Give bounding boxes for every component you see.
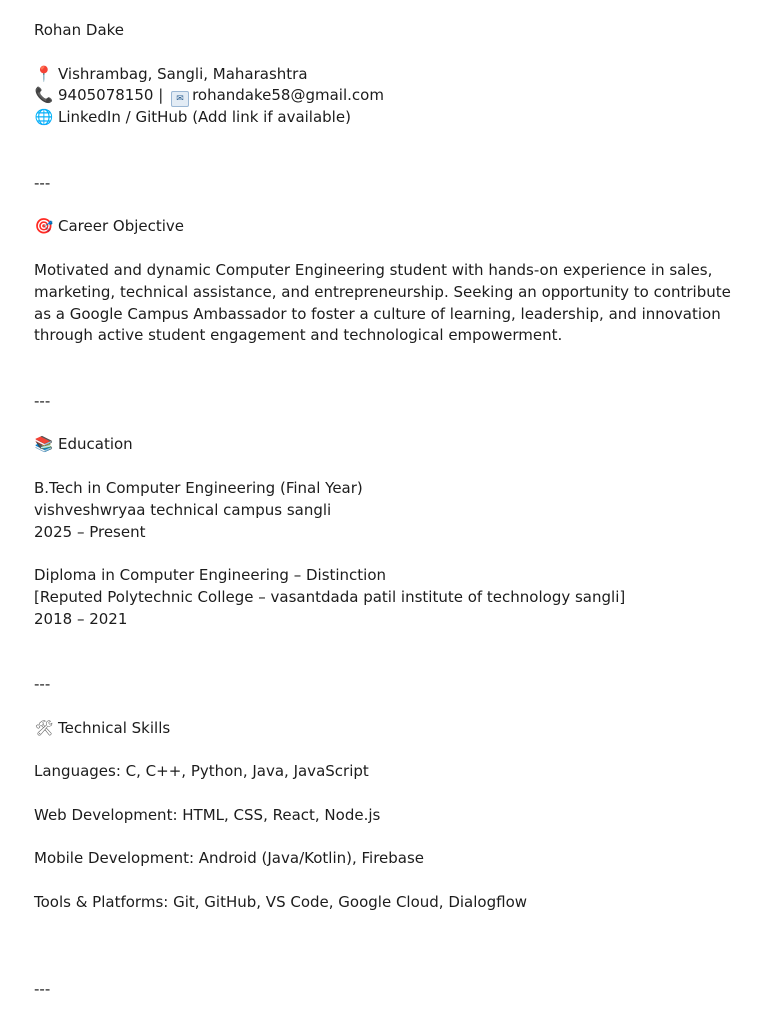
education-heading-text: Education <box>58 435 133 454</box>
education-degree: B.Tech in Computer Engineering (Final Year) <box>34 478 363 497</box>
education-school: vishveshwryaa technical campus sangli <box>34 500 332 519</box>
email-icon: ✉ <box>171 91 189 107</box>
objective-heading <box>34 216 734 238</box>
target-icon: 🎯 <box>34 217 54 236</box>
contact-line <box>34 85 734 107</box>
location-line <box>34 64 734 86</box>
objective-heading-text: Career Objective <box>58 217 185 236</box>
pin-icon: 📍 <box>34 64 54 83</box>
section-divider: --- <box>34 980 51 999</box>
education-degree: Diploma in Computer Engineering – Distinction <box>34 566 387 585</box>
education-heading <box>34 434 734 456</box>
section-divider: --- <box>34 675 51 694</box>
phone-text: 9405078150 <box>58 86 154 105</box>
section-divider: --- <box>34 173 51 192</box>
objective-text: Motivated and dynamic Computer Engineering student with hands-on experience in sales, marketing, technical assistance, and entrepreneurship. Seeking an opportunity to contribute as a Google Campus Ambassador to foster a culture of learning, leadership, and innovation through active student engagement and technological empowerment. <box>34 260 731 345</box>
skill-item: Languages: C, C++, Python, Java, JavaScript <box>34 762 369 781</box>
books-icon: 📚 <box>34 435 54 454</box>
candidate-name: Rohan Dake <box>34 21 125 39</box>
education-school: [Reputed Polytechnic College – vasantdada patil institute of technology sangli] <box>34 587 626 606</box>
phone-icon: 📞 <box>34 86 54 105</box>
tools-icon: 🛠 <box>34 718 54 737</box>
skills-heading <box>34 718 734 740</box>
location-text: Vishrambag, Sangli, Maharashtra <box>58 64 308 83</box>
contact-separator: | <box>158 86 164 105</box>
email-text: rohandake58@gmail.com <box>192 86 384 105</box>
skill-item: Tools & Platforms: Git, GitHub, VS Code, Google Cloud, Dialogflow <box>34 893 528 912</box>
links-text: LinkedIn / GitHub (Add link if available) <box>58 108 351 127</box>
education-dates: 2018 – 2021 <box>34 609 128 628</box>
links-line <box>34 107 734 129</box>
skill-item: Web Development: HTML, CSS, React, Node.js <box>34 805 381 824</box>
globe-icon: 🌐 <box>34 108 54 127</box>
section-divider: --- <box>34 391 51 410</box>
education-dates: 2025 – Present <box>34 522 146 541</box>
resume-document <box>34 20 734 1001</box>
skills-heading-text: Technical Skills <box>58 718 171 737</box>
skill-item: Mobile Development: Android (Java/Kotlin), Firebase <box>34 849 425 868</box>
